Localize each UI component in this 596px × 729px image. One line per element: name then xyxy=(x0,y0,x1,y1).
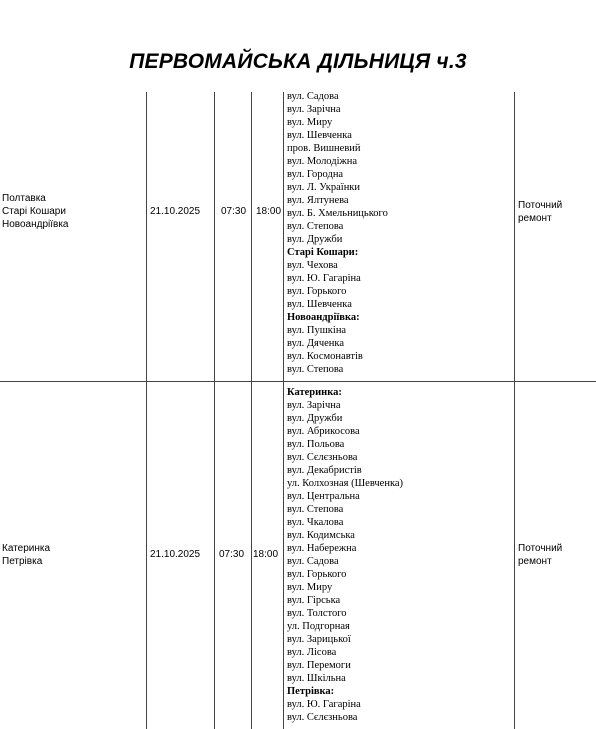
streets-list xyxy=(287,386,513,724)
street-item: вул. Перемоги xyxy=(287,660,351,671)
street-item: вул. Дружби xyxy=(287,413,343,424)
street-item: ул. Подгорная xyxy=(287,621,350,632)
column-divider xyxy=(283,92,284,729)
street-item: вул. Чкалова xyxy=(287,517,344,528)
column-divider xyxy=(514,92,515,729)
settlement-heading: Новоандріївка: xyxy=(287,312,360,323)
settlement-name: Новоандріївка xyxy=(2,219,69,230)
street-item: вул. Миру xyxy=(287,117,333,128)
street-item: вул. Зарицької xyxy=(287,634,351,645)
street-item: вул. Городна xyxy=(287,169,344,180)
street-item: вул. Степова xyxy=(287,504,344,515)
street-item: вул. Абрикосова xyxy=(287,426,360,437)
street-item: вул. Степова xyxy=(287,364,344,375)
reason-line: Поточний xyxy=(518,543,563,554)
street-item: вул. Шевченка xyxy=(287,299,352,310)
date-cell: 21.10.2025 xyxy=(150,206,201,217)
street-item: вул. Центральна xyxy=(287,491,360,502)
street-item: вул. Пушкіна xyxy=(287,325,347,336)
column-divider xyxy=(214,92,215,729)
settlements-cell xyxy=(2,542,50,568)
street-item: вул. Набережна xyxy=(287,543,357,554)
street-item: вул. Польова xyxy=(287,439,345,450)
street-item: пров. Вишневий xyxy=(287,143,361,154)
street-item: вул. Шкільна xyxy=(287,673,346,684)
street-item: вул. Л. Українки xyxy=(287,182,361,193)
settlements-cell xyxy=(2,192,69,231)
street-item: вул. Лісова xyxy=(287,647,337,658)
reason-line: ремонт xyxy=(518,213,552,224)
street-item: вул. Садова xyxy=(287,91,339,102)
settlement-name: Полтавка xyxy=(2,193,46,204)
street-item: вул. Зарічна xyxy=(287,104,341,115)
street-item: вул. Миру xyxy=(287,582,333,593)
street-item: вул. Ялтунева xyxy=(287,195,349,206)
page-title: ПЕРВОМАЙСЬКА ДІЛЬНИЦЯ ч.3 xyxy=(129,50,467,73)
street-item: вул. Сєлєзньова xyxy=(287,712,358,723)
end-time-cell: 18:00 xyxy=(253,549,279,560)
street-item: вул. Б. Хмельницького xyxy=(287,208,388,219)
settlement-name: Старі Кошари xyxy=(2,206,66,217)
street-item: вул. Космонавтів xyxy=(287,351,363,362)
end-time-cell: 18:00 xyxy=(256,206,282,217)
row-divider xyxy=(0,381,596,382)
street-item: вул. Толстого xyxy=(287,608,347,619)
street-item: вул. Гірська xyxy=(287,595,341,606)
settlement-heading: Петрівка: xyxy=(287,686,335,697)
street-item: вул. Горького xyxy=(287,286,347,297)
street-item: вул. Ю. Гагаріна xyxy=(287,699,361,710)
street-item: вул. Степова xyxy=(287,221,344,232)
street-item: вул. Сєлєзньова xyxy=(287,452,358,463)
start-time-cell: 07:30 xyxy=(221,206,247,217)
settlement-heading: Старі Кошари: xyxy=(287,247,359,258)
street-item: ул. Колхозная (Шевченка) xyxy=(287,478,404,489)
street-item: вул. Ю. Гагаріна xyxy=(287,273,361,284)
reason-line: Поточний xyxy=(518,200,563,211)
column-divider xyxy=(146,92,147,729)
street-item: вул. Кодимська xyxy=(287,530,355,541)
settlement-name: Катеринка xyxy=(2,543,51,554)
street-item: вул. Дяченка xyxy=(287,338,345,349)
date-cell: 21.10.2025 xyxy=(150,549,201,560)
street-item: вул. Декабристів xyxy=(287,465,362,476)
streets-list xyxy=(287,90,513,376)
reason-line: ремонт xyxy=(518,556,552,567)
street-item: вул. Молодіжна xyxy=(287,156,358,167)
reason-cell xyxy=(518,542,562,568)
street-item: вул. Шевченка xyxy=(287,130,352,141)
settlement-name: Петрівка xyxy=(2,556,43,567)
street-item: вул. Горького xyxy=(287,569,347,580)
column-divider xyxy=(251,92,252,729)
street-item: вул. Дружби xyxy=(287,234,343,245)
street-item: вул. Зарічна xyxy=(287,400,341,411)
settlement-heading: Катеринка: xyxy=(287,387,342,398)
street-item: вул. Садова xyxy=(287,556,339,567)
start-time-cell: 07:30 xyxy=(219,549,245,560)
reason-cell xyxy=(518,199,562,225)
street-item: вул. Чехова xyxy=(287,260,338,271)
